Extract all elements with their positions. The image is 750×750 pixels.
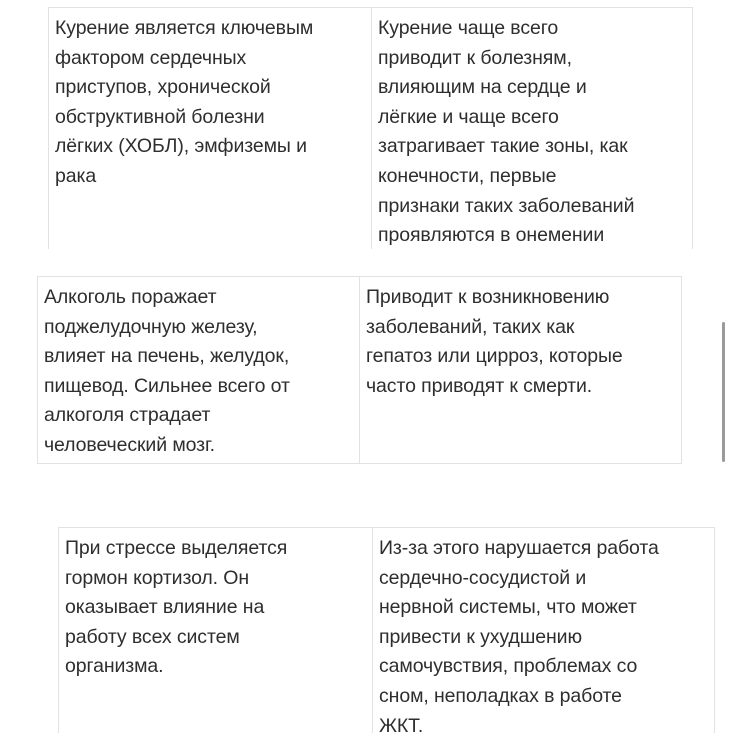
- cell-text: [49, 8, 370, 192]
- text-line: приводит к болезням,: [378, 46, 572, 69]
- text-line: Из-за этого нарушается работа: [379, 537, 659, 559]
- text-line: нервной системы, что может: [379, 596, 637, 619]
- text-line: проявляются в онемении: [378, 224, 605, 247]
- stress-table: [58, 527, 715, 733]
- text-line: привести к ухудшению: [379, 625, 582, 648]
- text-line: конечности, первые: [378, 164, 557, 187]
- alcohol-cause-cell: [38, 277, 358, 463]
- text-line: сердечно-сосудистой и: [379, 566, 587, 589]
- text-line: влияет на печень, желудок,: [44, 345, 290, 368]
- text-line: Алкоголь поражает: [44, 286, 217, 308]
- text-line: Курение чаще всего: [378, 17, 559, 39]
- text-line: работу всех систем: [65, 625, 240, 648]
- alcohol-table: [37, 276, 682, 464]
- cell-text: [373, 528, 714, 733]
- text-line: признаки таких заболеваний: [378, 194, 635, 217]
- smoking-effect-cell: [371, 8, 692, 249]
- cell-text: [372, 8, 692, 249]
- text-line: лёгких (ХОБЛ), эмфиземы и: [55, 135, 307, 158]
- stress-cause-cell: [59, 528, 371, 733]
- text-line: обструктивной болезни: [55, 105, 265, 128]
- text-line: фактором сердечных: [55, 46, 247, 69]
- smoking-table: [48, 7, 693, 249]
- text-line: пищевод. Сильнее всего от: [44, 374, 290, 397]
- text-line: человеческий мозг.: [44, 433, 215, 456]
- stress-effect-cell: [372, 528, 714, 733]
- text-line: влияющим на сердце и: [378, 76, 587, 99]
- text-line: Приводит к возникновению: [366, 286, 610, 308]
- text-line: часто приводят к смерти.: [366, 374, 593, 397]
- text-line: гормон кортизол. Он: [65, 566, 250, 589]
- text-line: заболеваний, таких как: [366, 315, 575, 338]
- smoking-cause-cell: [49, 8, 370, 249]
- text-line: алкоголя страдает: [44, 404, 211, 427]
- text-line: оказывает влияние на: [65, 596, 265, 619]
- cell-text: [59, 528, 371, 682]
- text-line: сном, неполадках в работе: [379, 684, 622, 707]
- text-line: поджелудочную железу,: [44, 315, 258, 338]
- text-line: При стрессе выделяется: [65, 537, 288, 559]
- text-line: Курение является ключевым: [55, 17, 314, 39]
- text-line: рака: [55, 164, 97, 187]
- text-line: приступов, хронической: [55, 76, 271, 99]
- text-line: организма.: [65, 655, 164, 678]
- text-line: лёгкие и чаще всего: [378, 105, 559, 128]
- text-line: затрагивает такие зоны, как: [378, 135, 628, 158]
- cell-text: [360, 277, 681, 401]
- alcohol-effect-cell: [359, 277, 681, 463]
- text-line: ЖКТ.: [379, 714, 424, 733]
- cell-text: [38, 277, 358, 461]
- text-line: самочувствия, проблемах со: [379, 655, 638, 678]
- vertical-scrollbar[interactable]: [722, 322, 725, 462]
- text-line: гепатоз или цирроз, которые: [366, 345, 623, 368]
